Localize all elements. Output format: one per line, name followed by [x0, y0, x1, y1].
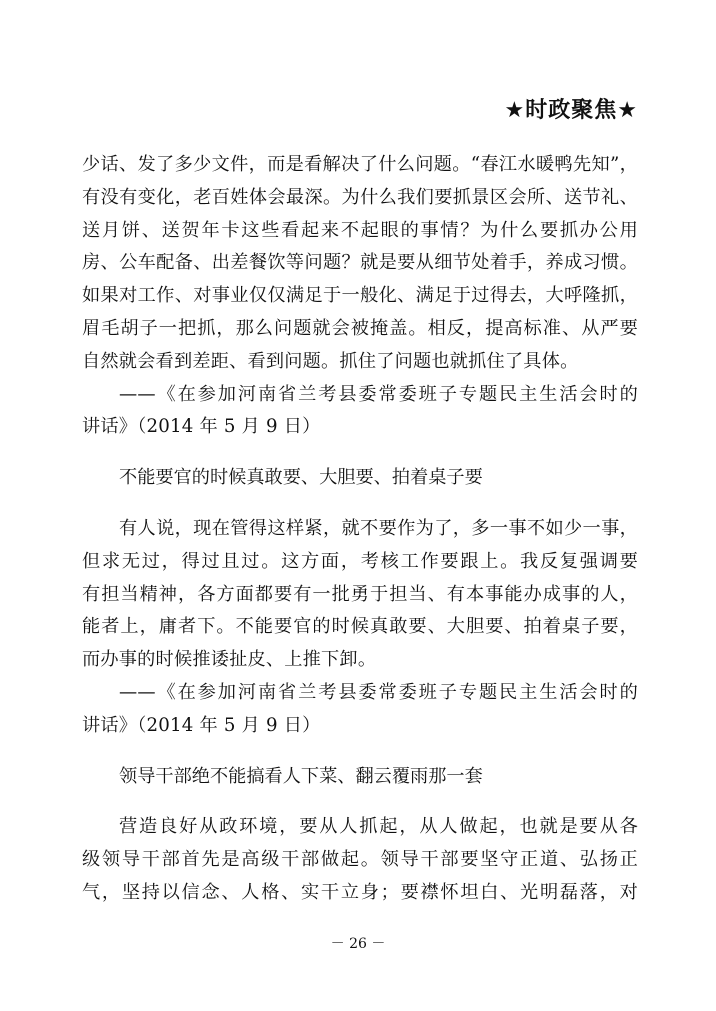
paragraph-line: 级领导干部首先是高级干部做起。领导干部要坚守正道、弘扬正 [82, 849, 638, 871]
paragraph-line: 房、公车配备、出差餐饮等问题？就是要从细节处着手，养成习惯。 [82, 252, 638, 274]
source-citation-1 [82, 379, 638, 445]
paragraph-line: 营造良好从政环境，要从人抓起，从人做起，也就是要从各 [119, 816, 638, 838]
paragraph-line: 气，坚持以信念、人格、实干立身；要襟怀坦白、光明磊落，对 [82, 881, 638, 903]
paragraph-line: 如果对工作、对事业仅仅满足于一般化、满足于过得去，大呼隆抓， [82, 285, 638, 307]
spacer [82, 495, 638, 513]
paragraph-line: 能者上，庸者下。不能要官的时候真敢要、大胆要、拍着桌子要， [82, 616, 638, 638]
citation-line: ——《在参加河南省兰考县委常委班子专题民主生活会时的 [119, 383, 638, 405]
paragraph-line: 自然就会看到差距、看到问题。抓住了问题也就抓住了具体。 [82, 350, 579, 372]
subheading-2: 不能要官的时候真敢要、大胆要、拍着桌子要 [119, 467, 483, 489]
paragraph-line: 有人说，现在管得这样紧，就不要作为了，多一事不如少一事， [119, 517, 638, 539]
subheading-3: 领导干部绝不能搞看人下菜、翻云覆雨那一套 [119, 765, 483, 787]
paragraph-line: 送月饼、送贺年卡这些看起来不起眼的事情？为什么要抓办公用 [82, 219, 638, 241]
paragraph-1 [82, 149, 638, 379]
paragraph-2 [82, 513, 638, 677]
paragraph-line: 有没有变化，老百姓体会最深。为什么我们要抓景区会所、送节礼、 [82, 186, 638, 208]
paragraph-line: 但求无过，得过且过。这方面，考核工作要跟上。我反复强调要 [82, 550, 638, 572]
paragraph-line: 有担当精神，各方面都要有一批勇于担当、有本事能办成事的人， [82, 583, 638, 605]
citation-line: 讲话》（2014 年 5 月 9 日） [82, 416, 321, 438]
page-number: － 26 － [330, 936, 386, 952]
spacer [82, 793, 638, 811]
citation-line: ——《在参加河南省兰考县委常委班子专题民主生活会时的 [119, 681, 638, 703]
paragraph-line: 眉毛胡子一把抓，那么问题就会被掩盖。相反，提高标准、从严要 [82, 317, 638, 339]
paragraph-line: 而办事的时候推诿扯皮、上推下卸。 [82, 649, 377, 671]
source-citation-2 [82, 677, 638, 743]
section-title: ★时政聚焦★ [504, 98, 638, 123]
citation-line: 讲话》（2014 年 5 月 9 日） [82, 714, 321, 736]
spacer [82, 444, 638, 462]
spacer [82, 743, 638, 761]
paragraph-3 [82, 811, 638, 909]
article-body [82, 149, 638, 910]
paragraph-line: 少话、发了多少文件，而是看解决了什么问题。“春江水暖鸭先知”， [82, 154, 638, 175]
